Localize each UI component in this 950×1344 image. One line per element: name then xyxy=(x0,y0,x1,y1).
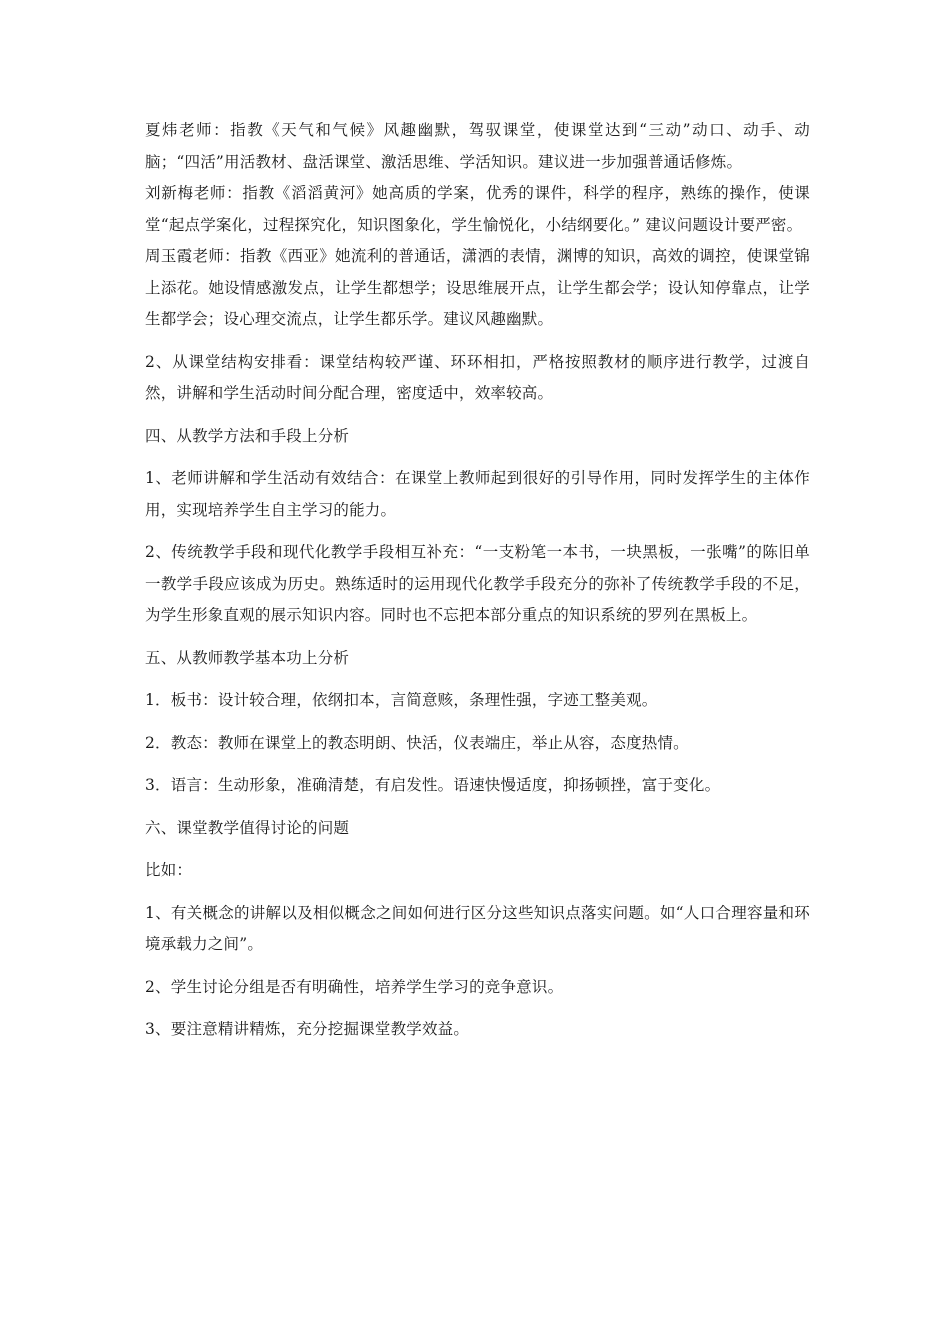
paragraph-class-structure: 2、从课堂结构安排看：课堂结构较严谨、环环相扣，严格按照教材的顺序进行教学，过渡自然，讲解和学生活动时间分配合理，密度适中，效率较高。 xyxy=(145,352,810,402)
paragraph-xia-wei: 夏炜老师：指教《天气和气候》风趣幽默，驾驭课堂，使课堂达到“三动”动口、动手、动脑；“四活”用活教材、盘活课堂、激活思维、学活知识。建议进一步加强普通话修炼。 xyxy=(145,121,810,171)
paragraph-methods-2: 2、传统教学手段和现代化教学手段相互补充：“一支粉笔一本书，一块黑板，一张嘴”的陈旧单一教学手段应该成为历史。熟练适时的运用现代化教学手段充分的弥补了传统教学手段的不足，为学生形象直观的展示知识内容。同时也不忘把本部分重点的知识系统的罗列在黑板上。 xyxy=(145,543,810,624)
paragraph-for-example: 比如： xyxy=(145,861,193,879)
section-heading-discussion: 六、课堂教学值得讨论的问题 xyxy=(145,818,350,837)
section-heading-methods: 四、从教学方法和手段上分析 xyxy=(145,426,350,445)
document-body xyxy=(145,115,810,1057)
paragraph-zhou-yuxia: 周玉霞老师：指教《西亚》她流利的普通话，潇洒的表情，渊博的知识，高效的调控，使课堂锦上添花。她设情感激发点，让学生都想学；设思维展开点，让学生都会学；设认知停靠点，让学生都学会；设心理交流点，让学生都乐学。建议风趣幽默。 xyxy=(145,247,810,328)
paragraph-language: 3．语言：生动形象，准确清楚，有启发性。语速快慢适度，抑扬顿挫，富于变化。 xyxy=(145,776,721,794)
section-heading-basic-skills: 五、从教师教学基本功上分析 xyxy=(145,648,350,667)
paragraph-manner: 2．教态：教师在课堂上的教态明朗、快活，仪表端庄，举止从容，态度热情。 xyxy=(145,733,689,752)
paragraph-methods-1: 1、老师讲解和学生活动有效结合：在课堂上教师起到很好的引导作用，同时发挥学生的主体作用，实现培养学生自主学习的能力。 xyxy=(145,469,810,519)
paragraph-blackboard: 1．板书：设计较合理，依纲扣本，言简意赅，条理性强，字迹工整美观。 xyxy=(145,691,658,709)
paragraph-liu-xinmei: 刘新梅老师：指教《滔滔黄河》她高质的学案，优秀的课件，科学的程序，熟练的操作，使课堂“起点学案化，过程探究化，知识图象化，学生愉悦化，小结纲要化。” 建议问题设计要严密。 xyxy=(145,184,810,234)
paragraph-discussion-1: 1、有关概念的讲解以及相似概念之间如何进行区分这些知识点落实问题。如“人口合理容量和环境承载力之间”。 xyxy=(145,903,810,953)
paragraph-discussion-2: 2、学生讨论分组是否有明确性，培养学生学习的竞争意识。 xyxy=(145,977,564,996)
paragraph-discussion-3: 3、要注意精讲精炼，充分挖掘课堂教学效益。 xyxy=(145,1020,470,1038)
